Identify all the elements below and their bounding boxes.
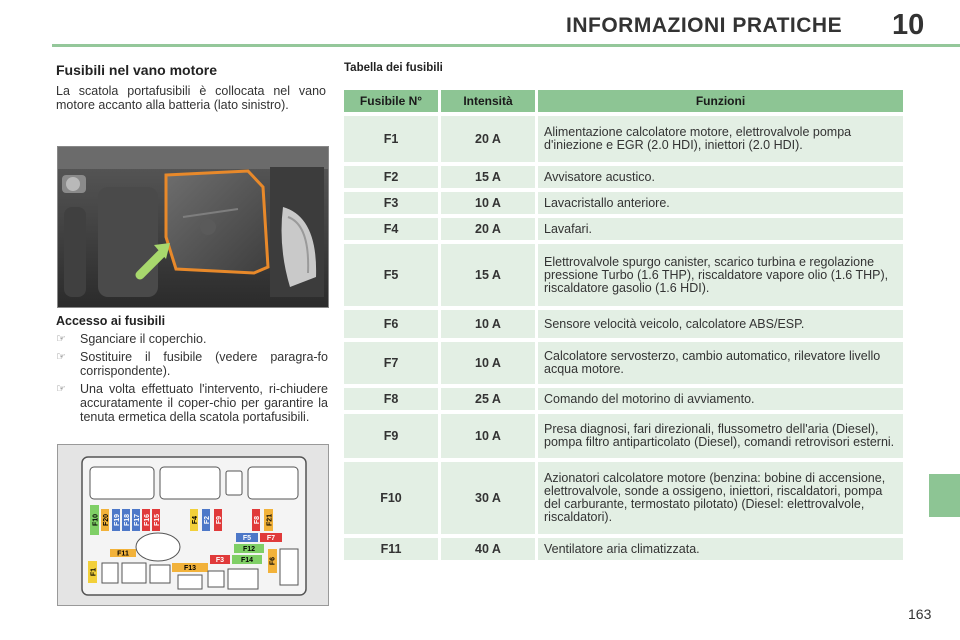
fuse-label-f14: F14: [240, 557, 254, 564]
fuse-rating: 20 A: [438, 116, 535, 162]
fuse-label-f19: F19: [114, 513, 121, 527]
fuse-number: F3: [344, 192, 438, 214]
fuse-rating: 30 A: [438, 462, 535, 534]
fuse-rating: 10 A: [438, 342, 535, 384]
finger-pointer-icon: ☞: [56, 333, 66, 345]
column-header-rating: Intensità: [438, 90, 535, 112]
table-row: [344, 244, 903, 306]
section-title: Fusibili nel vano motore: [56, 62, 218, 78]
fuse-label-f3: F3: [215, 557, 225, 564]
table-row: [344, 218, 903, 240]
fuse-function: Azionatori calcolatore motore (benzina: bobine di accensione, elettrovalvole, sonde a ossigeno, iniettori, riscaldatori, pompa del carburante, termostato pilotato) (Diesel: elettrovalvole, riscaldatori).: [535, 462, 903, 534]
column-header-functions: Funzioni: [535, 90, 903, 112]
fuse-table: [344, 86, 903, 564]
fuse-label-f8: F8: [254, 515, 261, 525]
table-title: Tabella dei fusibili: [344, 62, 443, 74]
access-title: Accesso ai fusibili: [56, 314, 166, 328]
fuse-label-f4: F4: [192, 515, 199, 525]
table-row: [344, 116, 903, 162]
fuse-rating: 40 A: [438, 538, 535, 560]
table-row: [344, 538, 903, 560]
fuse-function: Comando del motorino di avviamento.: [535, 388, 903, 410]
fuse-rating: 10 A: [438, 310, 535, 338]
table-row: [344, 462, 903, 534]
fuse-label-f12: F12: [242, 546, 256, 553]
fuse-label-f11: F11: [117, 550, 129, 558]
fuse-label-f17: F17: [134, 513, 141, 527]
fuse-label-f5: F5: [242, 535, 252, 542]
fuse-function: Alimentazione calcolatore motore, elettrovalvole pompa d'iniezione e EGR (2.0 HDI), iniettori (2.0 HDI).: [535, 116, 903, 162]
fuse-number: F10: [344, 462, 438, 534]
fuse-number: F2: [344, 166, 438, 188]
finger-pointer-icon: ☞: [56, 351, 66, 363]
table-row: [344, 414, 903, 458]
fuse-function: Presa diagnosi, fari direzionali, flussometro dell'aria (Diesel), pompa filtro antiparticolato (Diesel), comandi retrovisori esterni.: [535, 414, 903, 458]
page-number: 163: [908, 606, 932, 622]
fuse-rating: 10 A: [438, 192, 535, 214]
fuse-label-f7: F7: [266, 535, 276, 542]
fuse-function: Sensore velocità veicolo, calcolatore ABS/ESP.: [535, 310, 903, 338]
fuse-label-f13: F13: [183, 565, 197, 572]
section-intro: La scatola portafusibili è collocata nel vano motore accanto alla batteria (lato sinistro).: [56, 84, 326, 112]
list-item: ☞ Sganciare il coperchio.: [56, 332, 207, 346]
fuse-label-f9: F9: [216, 515, 223, 525]
fuse-label-f2: F2: [204, 515, 211, 525]
fuse-function: Lavacristallo anteriore.: [535, 192, 903, 214]
fuse-number: F8: [344, 388, 438, 410]
chapter-side-tab: [929, 474, 960, 517]
fuse-function: Elettrovalvole spurgo canister, scarico turbina e regolazione pressione Turbo (1.6 THP), riscaldatore vapore olio (1.6 THP), riscaldatore gasolio (1.6 HDI).: [535, 244, 903, 306]
finger-pointer-icon: ☞: [56, 383, 66, 395]
fuse-rating: 25 A: [438, 388, 535, 410]
table-header-row: [344, 90, 903, 112]
engine-bay-photo: [57, 146, 329, 308]
fuse-number: F11: [344, 538, 438, 560]
header-rule: [52, 44, 960, 47]
fuse-number: F9: [344, 414, 438, 458]
table-row: [344, 342, 903, 384]
column-header-fuse: Fusibile N°: [344, 90, 438, 112]
fuse-number: F4: [344, 218, 438, 240]
fuse-number: F5: [344, 244, 438, 306]
engine-bay-illustration: [58, 147, 328, 307]
fuse-box-diagram: [57, 444, 329, 606]
fuse-rating: 20 A: [438, 218, 535, 240]
fuse-box-drawing: [58, 445, 328, 605]
fuse-label-f21: F21: [266, 513, 274, 527]
page-header-title: INFORMAZIONI PRATICHE: [566, 14, 843, 37]
fuse-function: Calcolatore servosterzo, cambio automatico, rilevatore livello acqua motore.: [535, 342, 903, 384]
fuse-function: Lavafari.: [535, 218, 903, 240]
table-row: [344, 310, 903, 338]
fuse-label-f16: F16: [144, 513, 151, 527]
chapter-number: 10: [892, 9, 925, 41]
list-item: ☞ Sostituire il fusibile (vedere paragra-fo corrispondente).: [56, 350, 328, 378]
fuse-number: F6: [344, 310, 438, 338]
fuse-rating: 10 A: [438, 414, 535, 458]
fuse-rating: 15 A: [438, 244, 535, 306]
list-item: ☞ Una volta effettuato l'intervento, ri-chiudere accuratamente il coper-chio per garantire la tenuta ermetica della scatola portafusibili.: [56, 382, 328, 424]
fuse-number: F7: [344, 342, 438, 384]
table-row: [344, 166, 903, 188]
fuse-label-f10: F10: [92, 513, 100, 527]
table-row: [344, 192, 903, 214]
fuse-function: Ventilatore aria climatizzata.: [535, 538, 903, 560]
fuse-rating: 15 A: [438, 166, 535, 188]
fuse-label-f18: F18: [124, 513, 131, 527]
fuse-number: F1: [344, 116, 438, 162]
fuse-label-f20: F20: [103, 513, 110, 527]
access-steps: [56, 332, 328, 428]
table-row: [344, 388, 903, 410]
fuse-label-f6: F6: [269, 556, 277, 566]
fuse-label-f15: F15: [154, 513, 161, 527]
fuse-function: Avvisatore acustico.: [535, 166, 903, 188]
fuse-label-f1: F1: [90, 567, 98, 577]
